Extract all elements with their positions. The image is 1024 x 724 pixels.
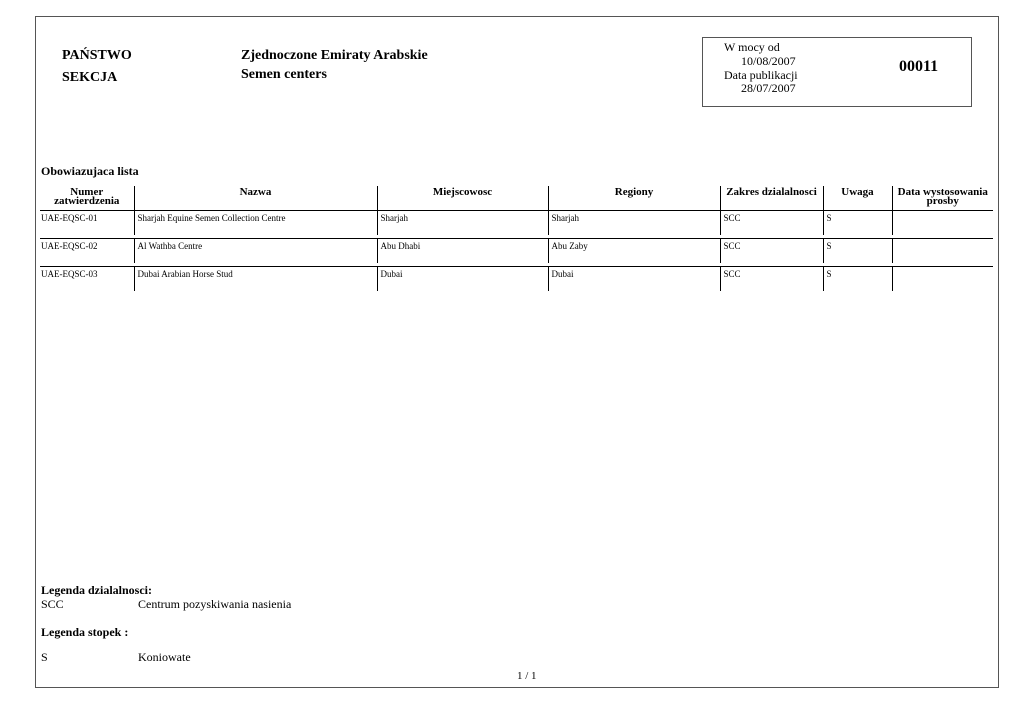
cell-request-date [892, 211, 993, 236]
table-row [40, 239, 993, 264]
table-row [40, 267, 993, 292]
cell-region: Dubai [548, 267, 720, 292]
reference-number: 00011 [899, 58, 939, 75]
cell-name: Dubai Arabian Horse Stud [134, 267, 377, 292]
table-row [40, 211, 993, 236]
table-header-row [40, 186, 993, 211]
effective-date: 10/08/2007 [741, 54, 796, 68]
cell-region: Abu Zaby [548, 239, 720, 264]
col-header-name: Nazwa [134, 186, 377, 211]
activity-legend-title: Legenda dzialalnosci: [41, 583, 153, 597]
publication-date: 28/07/2007 [741, 81, 796, 95]
cell-activity: SCC [720, 239, 823, 264]
section-label: SEKCJA [62, 70, 118, 85]
publication-label: Data publikacji [724, 68, 798, 82]
cell-city: Dubai [377, 267, 548, 292]
cell-name: Al Wathba Centre [134, 239, 377, 264]
page-frame [35, 16, 999, 688]
list-title: Obowiazujaca lista [41, 164, 139, 178]
section-value: Semen centers [241, 67, 327, 82]
col-header-remark: Uwaga [823, 186, 892, 211]
country-label: PAŃSTWO [62, 48, 132, 63]
cell-remark: S [823, 239, 892, 264]
activity-legend-description: Centrum pozyskiwania nasienia [138, 597, 292, 611]
footnote-legend-title: Legenda stopek : [41, 625, 129, 639]
cell-city: Sharjah [377, 211, 548, 236]
cell-activity: SCC [720, 267, 823, 292]
page-number: 1 / 1 [517, 670, 537, 682]
cell-remark: S [823, 211, 892, 236]
footnote-legend-code: S [41, 650, 48, 664]
cell-approval-number: UAE-EQSC-03 [41, 269, 98, 279]
col-header-request-date: Data wystosowania prosby [892, 186, 993, 211]
country-value: Zjednoczone Emiraty Arabskie [241, 48, 428, 63]
approved-list-table [40, 186, 993, 291]
col-header-city: Miejscowosc [377, 186, 548, 211]
cell-request-date [892, 267, 993, 292]
effective-label: W mocy od [724, 40, 780, 54]
cell-city: Abu Dhabi [377, 239, 548, 264]
col-header-activity: Zakres dzialalnosci [720, 186, 823, 211]
info-box [702, 37, 972, 107]
cell-name: Sharjah Equine Semen Collection Centre [134, 211, 377, 236]
cell-approval-number: UAE-EQSC-02 [41, 241, 98, 251]
cell-remark: S [823, 267, 892, 292]
cell-activity: SCC [720, 211, 823, 236]
cell-approval-number: UAE-EQSC-01 [41, 213, 98, 223]
col-header-region: Regiony [548, 186, 720, 211]
col-header-approval-number: Numer zatwierdzenia [40, 186, 134, 211]
activity-legend-code: SCC [41, 597, 64, 611]
cell-request-date [892, 239, 993, 264]
footnote-legend-description: Koniowate [138, 650, 191, 664]
cell-region: Sharjah [548, 211, 720, 236]
